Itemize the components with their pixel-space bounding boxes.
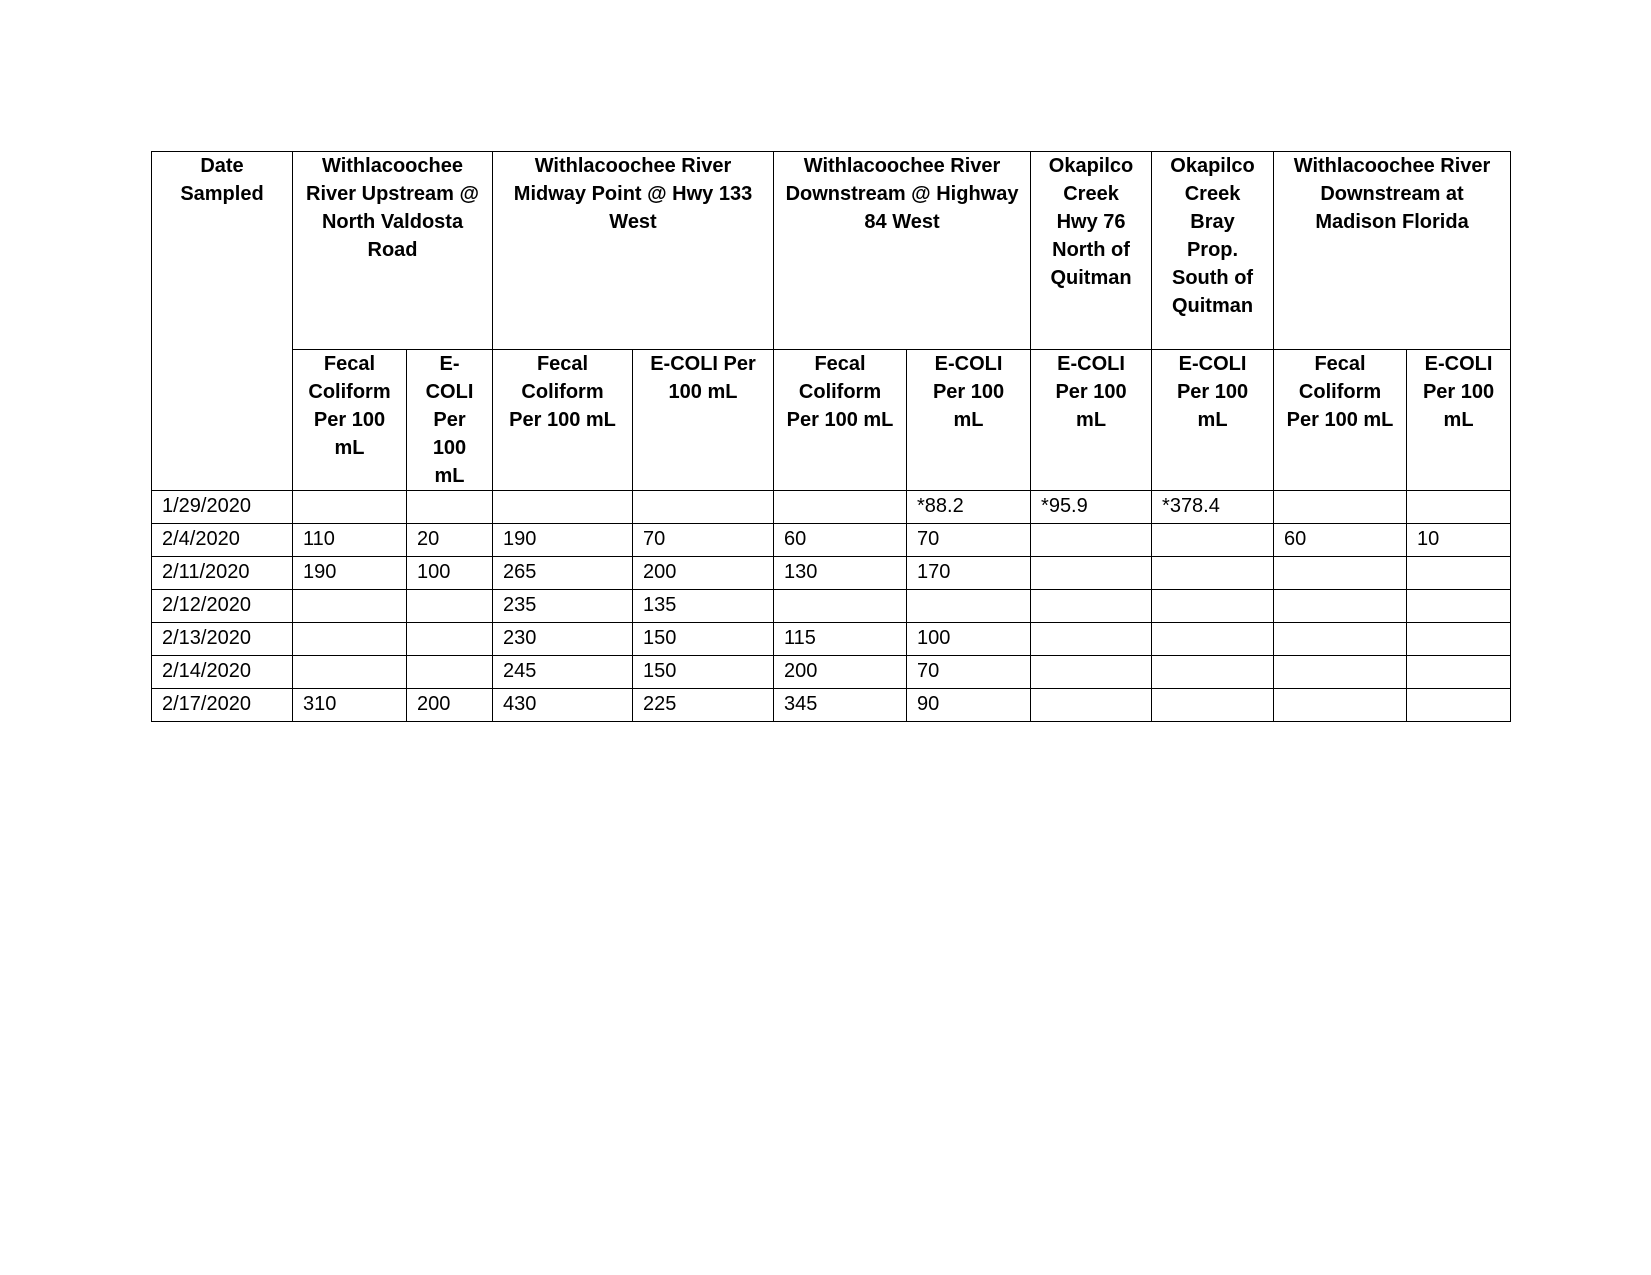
value-cell	[1407, 623, 1511, 656]
value-cell	[293, 590, 407, 623]
measure-header-row	[152, 350, 1511, 491]
measure-header: Fecal Coliform Per 100 mL	[1274, 350, 1407, 491]
value-cell: 110	[293, 524, 407, 557]
value-cell	[633, 491, 774, 524]
value-cell	[1274, 557, 1407, 590]
value-cell	[293, 656, 407, 689]
measure-header: E-COLI Per 100 mL	[1407, 350, 1511, 491]
site-header-okapilco-hwy-76: Okapilco Creek Hwy 76 North of Quitman	[1031, 152, 1152, 350]
value-cell: 150	[633, 656, 774, 689]
date-cell: 2/12/2020	[152, 590, 293, 623]
value-cell	[1031, 689, 1152, 722]
value-cell	[1152, 656, 1274, 689]
value-cell: 115	[774, 623, 907, 656]
measure-header: E-COLI Per 100 mL	[1152, 350, 1274, 491]
water-quality-table	[151, 151, 1511, 722]
value-cell	[1407, 689, 1511, 722]
value-cell: 135	[633, 590, 774, 623]
value-cell	[407, 623, 493, 656]
date-cell: 1/29/2020	[152, 491, 293, 524]
table-row	[152, 689, 1511, 722]
value-cell	[407, 656, 493, 689]
value-cell: *95.9	[1031, 491, 1152, 524]
value-cell	[1407, 590, 1511, 623]
value-cell: 10	[1407, 524, 1511, 557]
value-cell: 230	[493, 623, 633, 656]
value-cell: 190	[293, 557, 407, 590]
date-cell: 2/14/2020	[152, 656, 293, 689]
value-cell	[1407, 491, 1511, 524]
measure-header: Fecal Coliform Per 100 mL	[293, 350, 407, 491]
value-cell	[1031, 524, 1152, 557]
table-row	[152, 491, 1511, 524]
value-cell	[1152, 623, 1274, 656]
value-cell	[1031, 623, 1152, 656]
value-cell: 100	[907, 623, 1031, 656]
value-cell	[774, 491, 907, 524]
value-cell	[1031, 656, 1152, 689]
value-cell: 150	[633, 623, 774, 656]
date-cell: 2/11/2020	[152, 557, 293, 590]
value-cell	[1031, 557, 1152, 590]
value-cell	[1152, 590, 1274, 623]
value-cell: 20	[407, 524, 493, 557]
value-cell: 70	[907, 656, 1031, 689]
value-cell: 90	[907, 689, 1031, 722]
value-cell: 100	[407, 557, 493, 590]
value-cell	[1152, 557, 1274, 590]
value-cell	[1031, 590, 1152, 623]
date-sampled-header: Date Sampled	[152, 152, 293, 491]
measure-header: E-COLI Per 100 mL	[907, 350, 1031, 491]
value-cell	[1152, 689, 1274, 722]
site-header-okapilco-bray: Okapilco Creek Bray Prop. South of Quitman	[1152, 152, 1274, 350]
date-cell: 2/17/2020	[152, 689, 293, 722]
value-cell: 190	[493, 524, 633, 557]
table-row	[152, 590, 1511, 623]
measure-header: Fecal Coliform Per 100 mL	[774, 350, 907, 491]
value-cell: 200	[407, 689, 493, 722]
date-cell: 2/4/2020	[152, 524, 293, 557]
value-cell	[1274, 491, 1407, 524]
value-cell: 60	[1274, 524, 1407, 557]
value-cell: 200	[774, 656, 907, 689]
value-cell: 430	[493, 689, 633, 722]
value-cell: 170	[907, 557, 1031, 590]
value-cell: 70	[633, 524, 774, 557]
site-header-downstream-hwy-84: Withlacoochee River Downstream @ Highway 84 West	[774, 152, 1031, 350]
measure-header: Fecal Coliform Per 100 mL	[493, 350, 633, 491]
value-cell: *378.4	[1152, 491, 1274, 524]
value-cell	[1407, 656, 1511, 689]
value-cell: 245	[493, 656, 633, 689]
value-cell	[293, 623, 407, 656]
value-cell: 310	[293, 689, 407, 722]
site-header-upstream-north-valdosta: Withlacoochee River Upstream @ North Valdosta Road	[293, 152, 493, 350]
value-cell	[1407, 557, 1511, 590]
value-cell: *88.2	[907, 491, 1031, 524]
value-cell: 60	[774, 524, 907, 557]
value-cell: 235	[493, 590, 633, 623]
table-row	[152, 656, 1511, 689]
value-cell	[1274, 689, 1407, 722]
value-cell: 70	[907, 524, 1031, 557]
value-cell	[907, 590, 1031, 623]
value-cell	[293, 491, 407, 524]
table-row	[152, 557, 1511, 590]
measure-header: E-COLI Per 100 mL	[1031, 350, 1152, 491]
value-cell	[1274, 656, 1407, 689]
value-cell: 200	[633, 557, 774, 590]
value-cell: 265	[493, 557, 633, 590]
table-row	[152, 524, 1511, 557]
value-cell	[407, 590, 493, 623]
value-cell	[774, 590, 907, 623]
site-header-madison-florida: Withlacoochee River Downstream at Madison Florida	[1274, 152, 1511, 350]
value-cell: 225	[633, 689, 774, 722]
table-body	[152, 491, 1511, 722]
date-cell: 2/13/2020	[152, 623, 293, 656]
value-cell: 130	[774, 557, 907, 590]
site-header-midway-hwy-133: Withlacoochee River Midway Point @ Hwy 133 West	[493, 152, 774, 350]
table-row	[152, 623, 1511, 656]
value-cell	[1274, 623, 1407, 656]
site-header-row	[152, 152, 1511, 350]
value-cell: 345	[774, 689, 907, 722]
measure-header: E-COLI Per 100 mL	[633, 350, 774, 491]
value-cell	[1274, 590, 1407, 623]
value-cell	[407, 491, 493, 524]
value-cell	[493, 491, 633, 524]
value-cell	[1152, 524, 1274, 557]
measure-header: E-COLI Per 100 mL	[407, 350, 493, 491]
